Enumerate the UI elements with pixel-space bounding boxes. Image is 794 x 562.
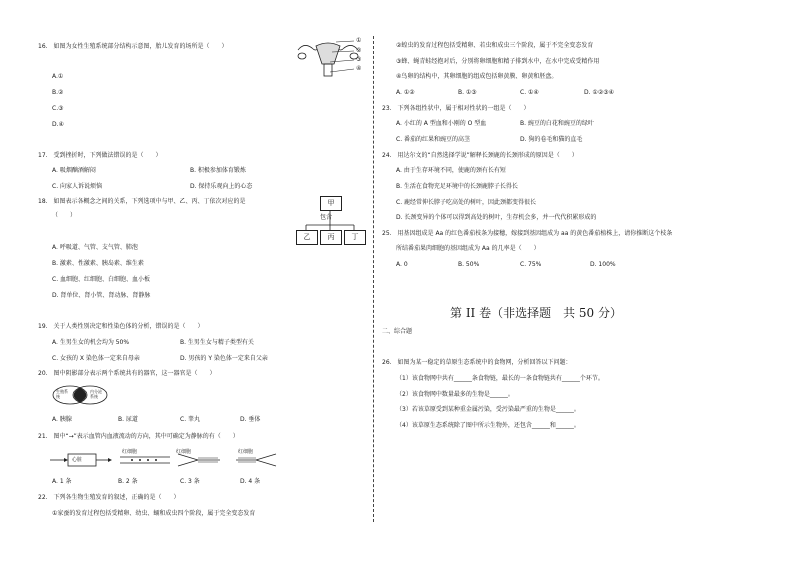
question-stem: 20. 图中阴影部分表示两个系统共有的器官，这一器官是（ ） [38, 370, 216, 377]
option-c: C. 血细胞、红细胞、白细胞、血小板 [52, 276, 151, 283]
option-c: C. 番茄的红果和豌豆的高茎 [396, 136, 471, 143]
option-c: C.③ [52, 105, 64, 112]
option-b: B. 生男生女与精子类型有关 [180, 339, 254, 346]
option-d: D. 保持乐观向上的心态 [190, 183, 253, 190]
question-stem: 23. 下列各组性状中，属于相对性状的一组是（ ） [382, 105, 530, 112]
option-b: B. 50% [458, 261, 480, 268]
option-a: A. 小红的 A 型血和小刚的 O 型血 [396, 120, 487, 127]
blood-vessel-figures [50, 448, 290, 472]
statement-3: ③蜂、蝇青蛙经抱对后，分别将卵细胞和精子排到水中，在水中完成受精作用 [396, 58, 600, 65]
option-a: A.① [52, 73, 64, 80]
option-c: C. 3 条 [180, 478, 200, 485]
option-a: A. 吸烟酗酒解闷 [52, 167, 96, 174]
option-d: D. 4 条 [240, 478, 261, 485]
option-c: C. 向家人诉说烦恼 [52, 183, 103, 190]
option-b: B. 2 条 [118, 478, 138, 485]
option-a: A. 0 [396, 261, 408, 268]
option-b: B. 积极参加体育锻炼 [190, 167, 246, 174]
option-a: A. 生男生女的机会均为 50% [52, 339, 130, 346]
option-a: A. ①② [396, 89, 415, 96]
statement-1: ①家蚕的发育过程包括受精卵、幼虫、蛹和成虫四个阶段，属于完全变态发育 [52, 510, 256, 517]
question-stem-cont: （ ） [52, 212, 77, 219]
column-divider [373, 36, 374, 522]
question-stem: 18. 如图表示各概念之间的关系，下列选项中与甲、乙、丙、丁依次对应的是 [38, 198, 246, 205]
section-heading: 二、综合题 [382, 328, 413, 335]
concept-box-jia: 甲 [320, 196, 342, 211]
concept-box-bing: 丙 [320, 230, 342, 245]
option-a: A. 呼吸道、气管、支气管、肺泡 [52, 244, 138, 251]
option-d: D. 100% [590, 261, 616, 268]
diagram-label-1: ① [356, 37, 362, 44]
question-stem: 19. 关于人类性别决定和性染色体的分析，错误的是（ ） [38, 323, 204, 330]
question-stem: 26. 如图为某一稳定的草原生态系统中的食物网，分析回答以下问题： [382, 359, 572, 366]
venn-left-label: 生殖系统 [56, 389, 68, 399]
option-a: A. 胰腺 [52, 416, 72, 423]
option-c: C. 女孩的 X 染色体一定来自母亲 [52, 355, 140, 362]
statement-2: ②蝗虫的发育过程包括受精卵、若虫和成虫三个阶段，属于不完全变态发育 [396, 42, 594, 49]
diagram-label-4: ④ [356, 65, 362, 72]
part-two-title: 第 II 卷（非选择题 共 50 分） [450, 306, 623, 320]
option-d: D. 垂体 [240, 416, 261, 423]
venn-right-label: 内分泌系统 [90, 389, 102, 399]
question-stem: 25. 用基因组成是 Aa 的红色番茄枝条为接穗，嫁接到基因组成为 aa 的黄色番茄植株上，请你推断这个枝条 [382, 230, 673, 237]
option-c: C. 睾丸 [180, 416, 201, 423]
concept-box-yi: 乙 [296, 230, 318, 245]
diagram-label-3: ③ [356, 56, 362, 63]
option-b: B. 尿道 [118, 416, 138, 423]
question-stem: 21. 图中“→”表示血管内血液流动的方向，其中可确定为静脉的有（ ） [38, 433, 239, 440]
concept-box-ding: 丁 [344, 230, 366, 245]
heart-label: 心脏 [72, 457, 83, 463]
option-b: B. 生活在食物充足环境中的长颈鹿脖子长得长 [396, 183, 518, 190]
option-d: D. ①②③④ [584, 89, 614, 96]
option-d: D.④ [52, 121, 64, 128]
option-c: C. ①④ [520, 89, 539, 96]
sub-question-4: （4）该草原生态系统除了图中所示生物外，还包含______和______。 [396, 422, 580, 429]
question-stem: 16. 如图为女性生殖系统部分结构示意图，胎儿发育的场所是（ ） [38, 43, 228, 50]
question-stem-cont: 所结番茄果肉细胞的基因组成为 Aa 的几率是（ ） [396, 245, 540, 252]
option-c: C. 75% [520, 261, 542, 268]
option-d: D. 男孩的 Y 染色体一定来自父亲 [180, 355, 268, 362]
rbc-label-3: 红细胞 [238, 449, 254, 455]
option-b: B. ①③ [458, 89, 477, 96]
option-b: B. 激素、性激素、胰岛素、维生素 [52, 260, 144, 267]
option-d: D. 肾单位、肾小管、肾动脉、肾静脉 [52, 292, 151, 299]
option-b: B.② [52, 89, 64, 96]
option-d: D. 狗的卷毛和猫的直毛 [520, 136, 583, 143]
statement-4: ④鸟卵的结构中，其卵细胞的组成包括卵黄膜、卵黄和胚盘。 [396, 73, 558, 80]
sub-question-2: （2）该食物网中数量最多的生物是______。 [396, 391, 514, 398]
option-b: B. 豌豆的白花和豌豆的绿叶 [520, 120, 594, 127]
sub-question-3: （3）若该草原受到某种重金属污染，受污染最严重的生物是______。 [396, 406, 580, 413]
question-stem: 22. 下列各生物生殖发育的叙述，正确的是（ ） [38, 494, 180, 501]
diagram-label-2: ② [356, 47, 362, 54]
rbc-label-2: 红细胞 [176, 449, 192, 455]
option-d: D. 长颈变异的个体可以得到高处的树叶，生存机会多，并一代代积累形成的 [396, 214, 597, 221]
option-c: C. 鹿经常伸长脖子吃高处的树叶，因此颈都变得很长 [396, 199, 537, 206]
concept-baohan-label: 包含 [320, 214, 333, 221]
option-a: A. 由于生存环境不同，使鹿的颈有长有短 [396, 167, 506, 174]
question-stem: 17. 受到挫折时，下列做法错误的是（ ） [38, 152, 162, 159]
question-stem: 24. 用达尔文的“自然选择学说”解释长颈鹿的长颈形成的原因是（ ） [382, 152, 578, 159]
rbc-label-1: 红细胞 [122, 449, 138, 455]
option-a: A. 1 条 [52, 478, 72, 485]
sub-question-1: （1）该食物网中共有______条食物链，最长的一条食物链共有______个环节。 [396, 375, 604, 382]
